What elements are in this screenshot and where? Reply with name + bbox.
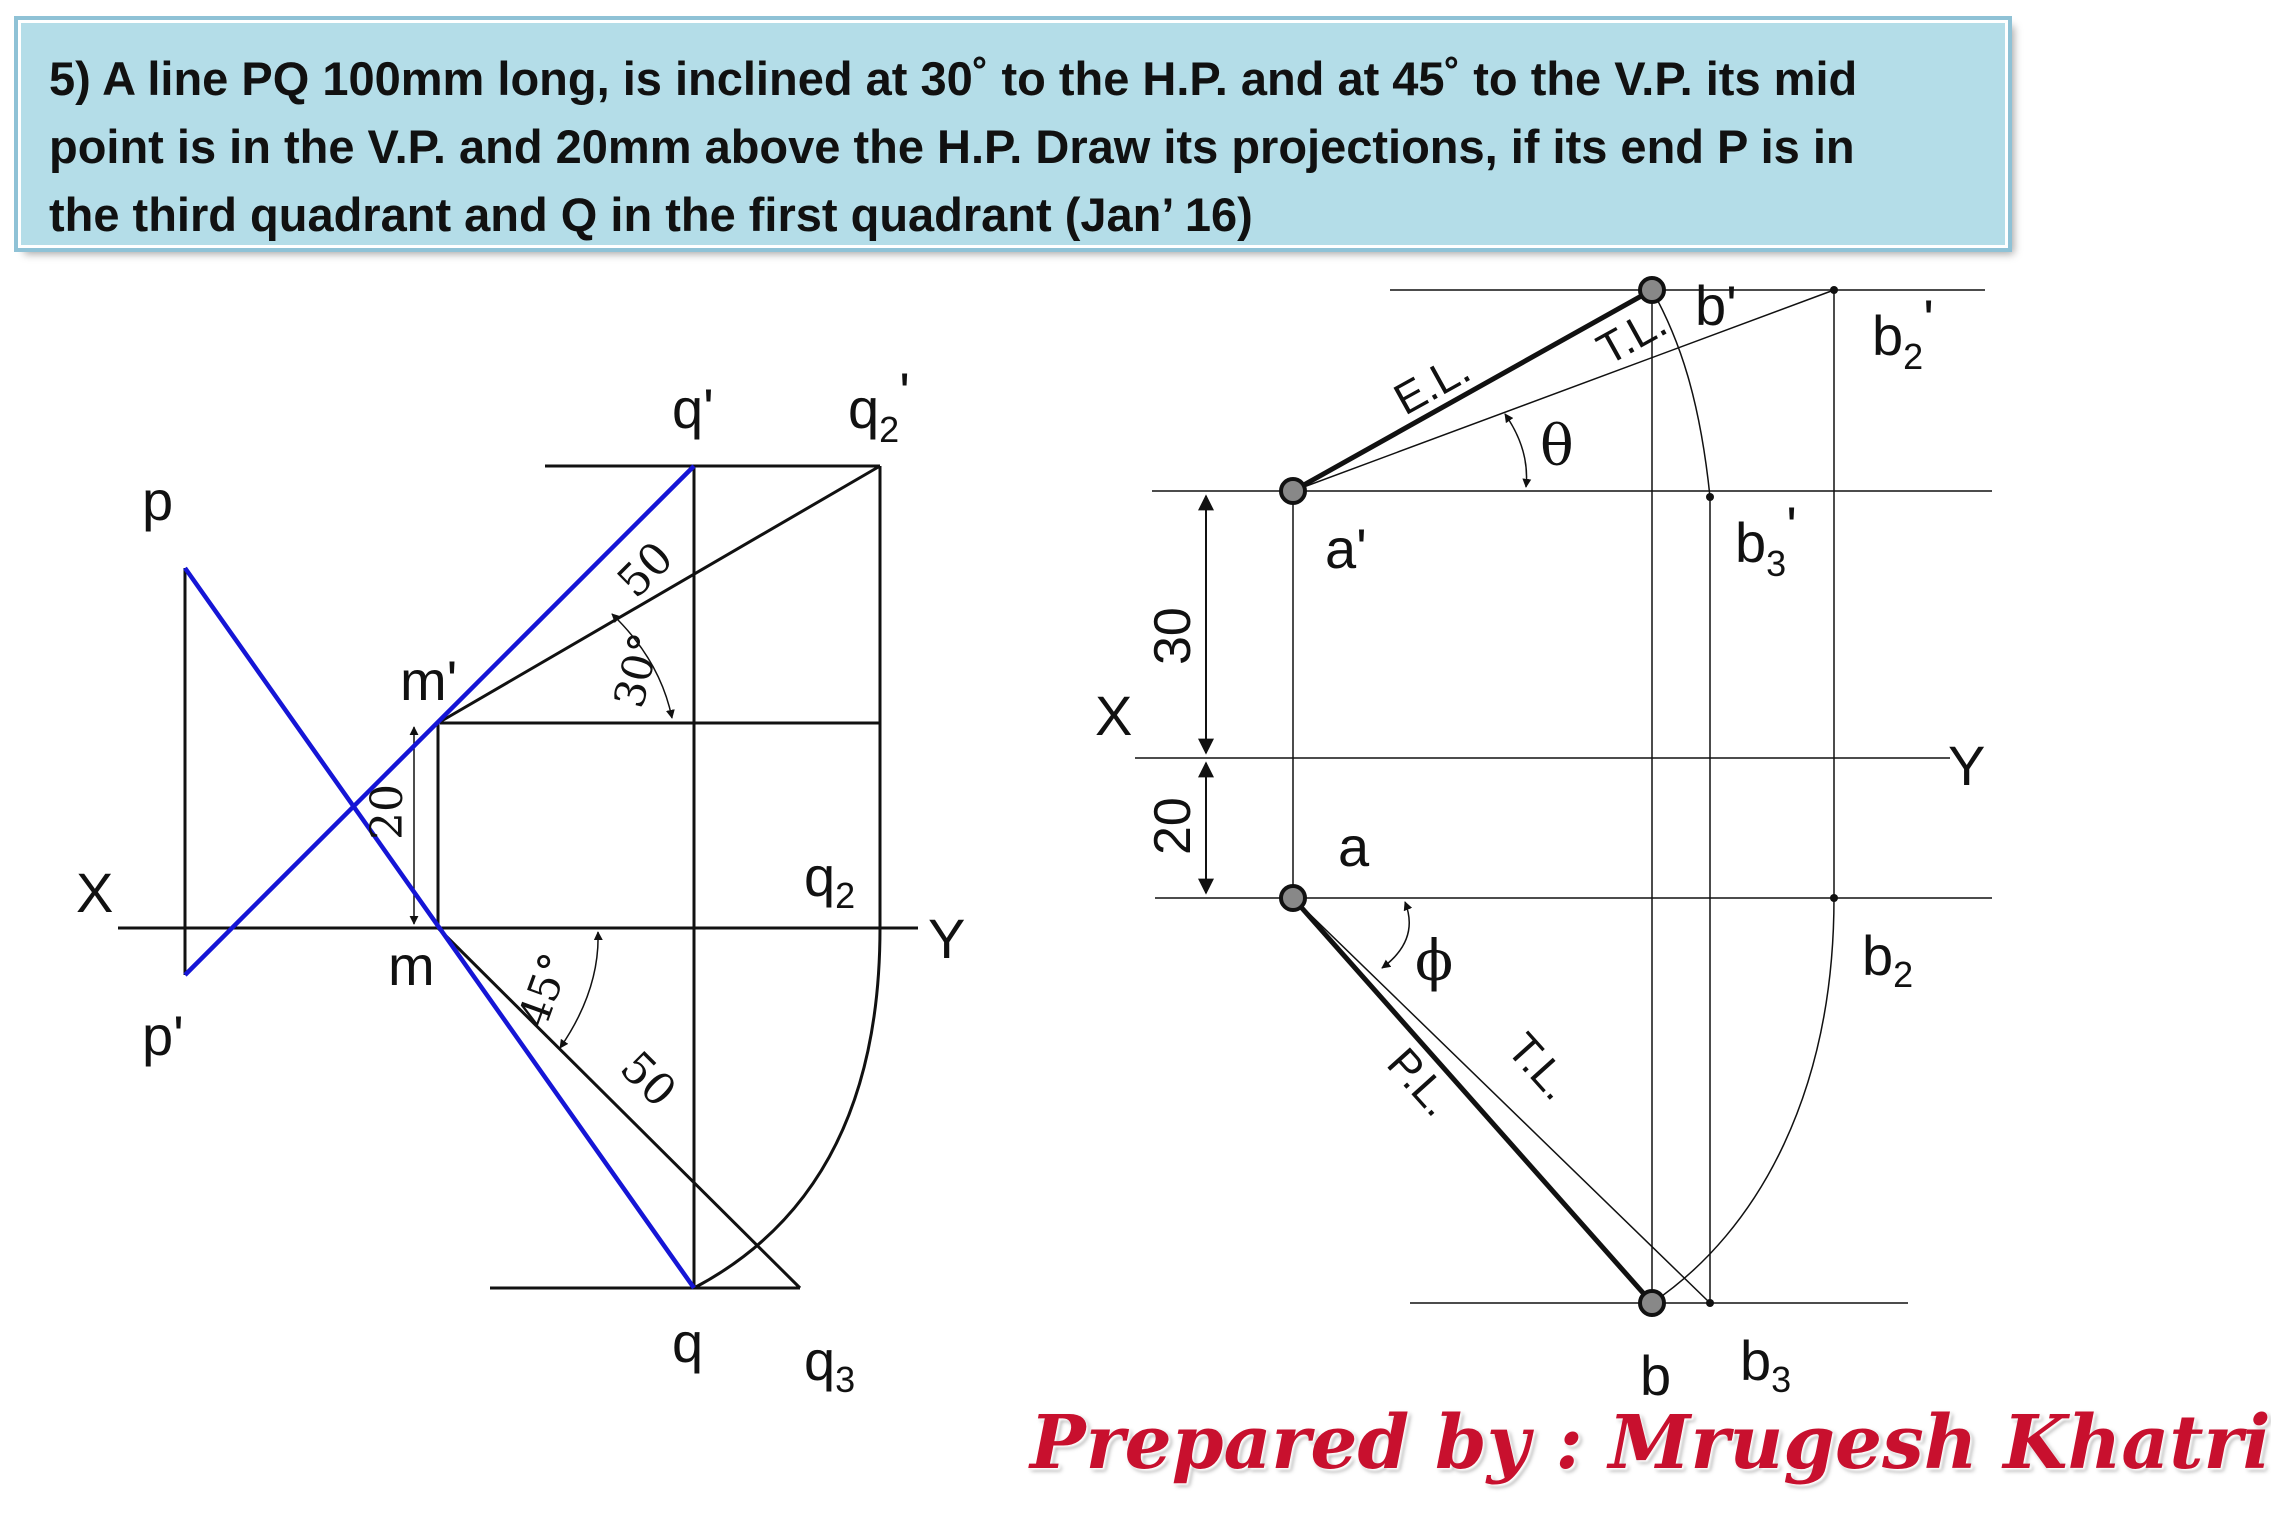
credit-signature: Prepared by : Mrugesh Khatri <box>1030 1400 2271 1486</box>
right-tl-top <box>1293 898 1710 1303</box>
label-pl: P.L. <box>1377 1038 1463 1126</box>
q3-base: q <box>804 1329 836 1392</box>
label-m: m <box>388 934 435 997</box>
dim-30deg: 30° <box>604 628 670 713</box>
point-b3 <box>1706 1299 1714 1307</box>
label-a-prime: a' <box>1325 517 1367 580</box>
label-p: p <box>142 469 174 532</box>
q2-prime-base: q <box>848 377 880 440</box>
label-theta: θ <box>1540 414 1574 479</box>
label-q2-prime <box>848 361 910 450</box>
b2-prime-base: b <box>1872 304 1904 367</box>
label-q2 <box>804 845 855 916</box>
label-b3 <box>1740 1329 1791 1400</box>
dim-20-right: 20 <box>1144 797 1202 855</box>
right-figure <box>1095 274 1992 1407</box>
right-plan-ab <box>1293 898 1652 1303</box>
point-b2 <box>1830 894 1838 902</box>
label-m-prime: m' <box>400 649 458 712</box>
q2-prime-sub: 2 <box>879 409 900 450</box>
dim-50-bottom: 50 <box>610 1041 686 1118</box>
b2-prime-sub: 2 <box>1903 336 1924 377</box>
b2-prime-tick: ' <box>1923 288 1934 351</box>
left-45deg-line <box>438 928 800 1288</box>
q2-sub: 2 <box>835 875 856 916</box>
left-figure <box>76 361 965 1400</box>
q3-sub: 3 <box>835 1359 856 1400</box>
problem-line-1: 5) A line PQ 100mm long, is inclined at 30˚ to the H.P. and at 45˚ to the V.P. its mid <box>49 52 1858 105</box>
q2-base: q <box>804 845 836 908</box>
dim-20-left: 20 <box>362 784 413 840</box>
label-q-prime: q' <box>672 377 714 440</box>
label-y-right: Y <box>1948 734 1986 797</box>
label-p-prime: p' <box>142 1004 184 1067</box>
label-y-left: Y <box>928 907 966 970</box>
left-q2-arc <box>694 928 880 1288</box>
point-b2-prime <box>1830 286 1838 294</box>
b3-prime-sub: 3 <box>1766 543 1787 584</box>
b3-base: b <box>1740 1329 1772 1392</box>
label-b3-prime <box>1735 495 1797 584</box>
label-tl-bottom: T.L. <box>1497 1023 1582 1110</box>
label-q: q <box>672 1311 704 1374</box>
label-el: E.L. <box>1386 343 1479 425</box>
right-phi-arc <box>1382 902 1409 968</box>
b3-sub: 3 <box>1771 1359 1792 1400</box>
b3-prime-base: b <box>1735 511 1767 574</box>
right-elevation-ab <box>1293 290 1652 491</box>
b2-sub: 2 <box>1893 954 1914 995</box>
point-a <box>1281 886 1305 910</box>
b3-prime-tick: ' <box>1786 495 1797 558</box>
left-30deg-line <box>438 466 880 723</box>
dim-45deg: 45° <box>508 946 580 1034</box>
point-b-prime <box>1640 278 1664 302</box>
label-q3 <box>804 1329 855 1400</box>
label-x-right: X <box>1095 684 1133 747</box>
problem-line-3: the third quadrant and Q in the first quadrant (Jan’ 16) <box>49 188 1253 241</box>
right-b2-arc <box>1652 898 1834 1303</box>
label-b2 <box>1862 924 1913 995</box>
problem-line-2: point is in the V.P. and 20mm above the H.P. Draw its projections, if its end P is in <box>49 120 1855 173</box>
b2-base: b <box>1862 924 1894 987</box>
dim-50-top: 50 <box>607 532 684 608</box>
right-theta-arc <box>1505 414 1527 487</box>
label-a: a <box>1338 815 1370 878</box>
point-a-prime <box>1281 479 1305 503</box>
q2-prime-tick: ' <box>899 361 910 424</box>
point-b <box>1640 1291 1664 1315</box>
label-b: b <box>1640 1344 1672 1407</box>
label-x-left: X <box>76 861 114 924</box>
label-b2-prime <box>1872 288 1934 377</box>
point-b3-prime <box>1706 493 1714 501</box>
label-tl-top: T.L. <box>1589 297 1675 375</box>
label-b-prime: b' <box>1695 274 1737 337</box>
label-phi: ϕ <box>1415 929 1454 994</box>
dim-30-right: 30 <box>1144 607 1202 665</box>
